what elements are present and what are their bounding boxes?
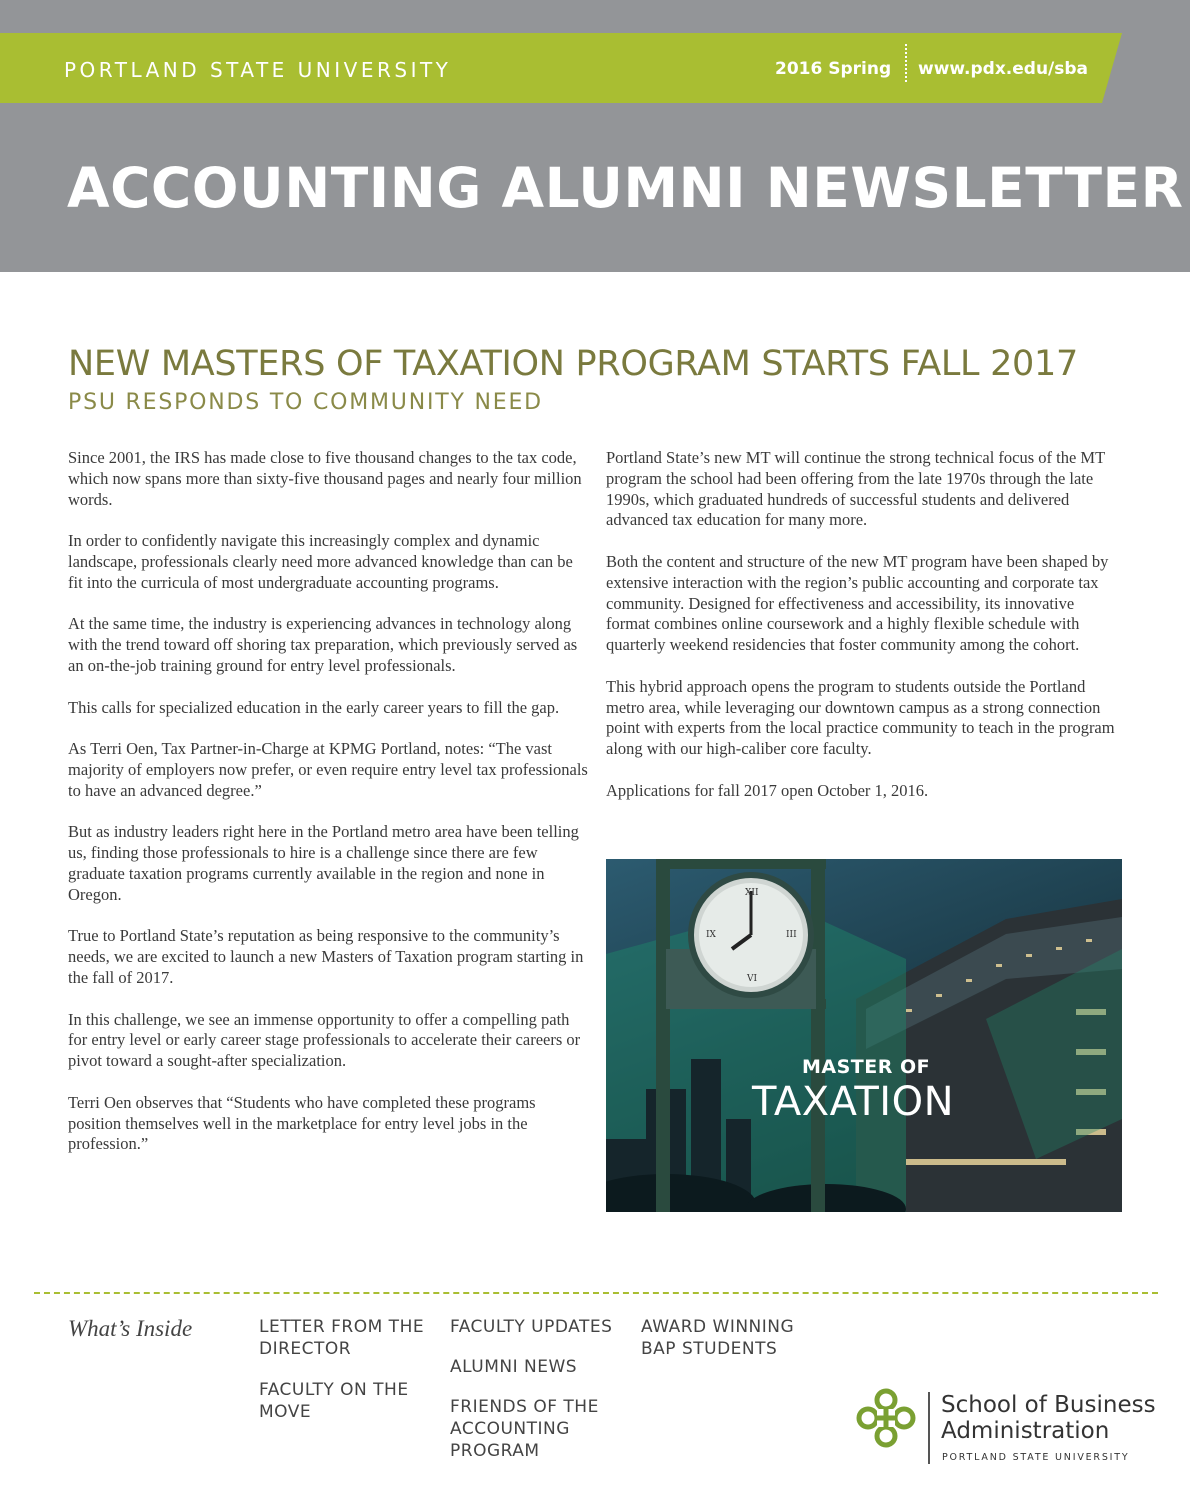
photo-caption-line1: MASTER OF (802, 1056, 931, 1078)
clock-tower-illustration (606, 859, 1122, 1212)
logo-divider (928, 1392, 930, 1464)
paragraph: But as industry leaders right here in the Portland metro area have been telling us, finding those professionals to hire is a challenge since there are few graduate taxation programs currently available in the region and none in Oregon. (68, 822, 579, 904)
svg-text:IX: IX (706, 930, 716, 940)
article-right-column (606, 448, 1122, 822)
toc-item[interactable]: FRIENDS OF THE ACCOUNTING PROGRAM (450, 1397, 599, 1461)
paragraph: At the same time, the industry is experiencing advances in technology along with the trend toward off shoring tax preparation, which previously served as an on-the-job training ground for entry level professionals. (68, 614, 578, 675)
logo-school-name-2: Administration (941, 1418, 1110, 1444)
whats-inside-label: What’s Inside (68, 1316, 193, 1341)
svg-text:III: III (786, 930, 797, 940)
university-name: PORTLAND STATE UNIVERSITY (64, 58, 452, 82)
master-of-taxation-photo (606, 859, 1122, 1212)
svg-text:XII: XII (745, 888, 759, 898)
paragraph: This calls for specialized education in the early career years to fill the gap. (68, 697, 560, 717)
masthead (0, 0, 1190, 272)
paragraph: Terri Oen observes that “Students who have completed these programs position themselves well in the marketplace for entry level jobs in the profession.” (68, 1092, 536, 1154)
article-headline: NEW MASTERS OF TAXATION PROGRAM STARTS FALL 2017 (68, 344, 1078, 384)
website-url[interactable]: www.pdx.edu/sba (918, 59, 1089, 79)
masthead-divider (905, 44, 907, 82)
article-left-column (68, 448, 590, 1176)
toc-item[interactable]: LETTER FROM THE DIRECTOR (259, 1317, 425, 1359)
paragraph: This hybrid approach opens the program to students outside the Portland metro area, while leveraging our downtown campus as a strong connection point with experts from the local practice community to teach in the program along with our high-caliber core faculty. (606, 676, 1115, 759)
paragraph: In order to confidently navigate this increasingly complex and dynamic landscape, professionals clearly need more advanced knowledge than can be fit into the curricula of most undergraduate accounting programs. (68, 531, 573, 592)
paragraph: Since 2001, the IRS has made close to five thousand changes to the tax code, which now spans more than sixty-five thousand pages and nearly four million words. (68, 448, 582, 509)
toc-item[interactable]: FACULTY UPDATES (450, 1317, 613, 1337)
toc-item[interactable]: FACULTY ON THE MOVE (259, 1380, 409, 1422)
paragraph: Applications for fall 2017 open October 1, 2016. (606, 780, 929, 800)
psu-logo-icon (854, 1386, 918, 1450)
paragraph: As Terri Oen, Tax Partner-in-Charge at KPMG Portland, notes: “The vast majority of employers now prefer, or even require entry level tax professionals to have an advanced degree.” (68, 739, 588, 800)
paragraph: Portland State’s new MT will continue the strong technical focus of the MT program the school had been offering from the late 1970s through the late 1990s, which graduated hundreds of successful students and delivered advanced tax education for many more. (606, 448, 1105, 530)
photo-caption-line2: TAXATION (752, 1079, 954, 1125)
svg-text:VI: VI (747, 974, 758, 984)
toc-item[interactable]: AWARD WINNING BAP STUDENTS (641, 1317, 795, 1359)
section-divider (34, 1292, 1158, 1294)
toc-item[interactable]: ALUMNI NEWS (450, 1357, 578, 1377)
edition-label: 2016 Spring (775, 59, 892, 79)
logo-school-name: School of Business (941, 1392, 1156, 1418)
paragraph: True to Portland State’s reputation as being responsive to the community’s needs, we are excited to launch a new Masters of Taxation program starting in the fall of 2017. (68, 926, 584, 987)
paragraph: In this challenge, we see an immense opportunity to offer a compelling path for entry level or early career stage professionals to accelerate their careers or pivot toward a sought-after specialization. (68, 1009, 581, 1071)
article-subheadline: PSU RESPONDS TO COMMUNITY NEED (68, 390, 543, 415)
paragraph: Both the content and structure of the new MT program have been shaped by extensive interaction with the region’s public accounting and corporate tax community. Designed for effectiveness and accessibility, its innovative format combines online coursework and a highly flexible schedule with quarterly weekend residencies that foster community among the cohort. (606, 551, 1109, 655)
newsletter-title: ACCOUNTING ALUMNI NEWSLETTER (67, 156, 1184, 220)
logo-university: PORTLAND STATE UNIVERSITY (942, 1452, 1130, 1463)
